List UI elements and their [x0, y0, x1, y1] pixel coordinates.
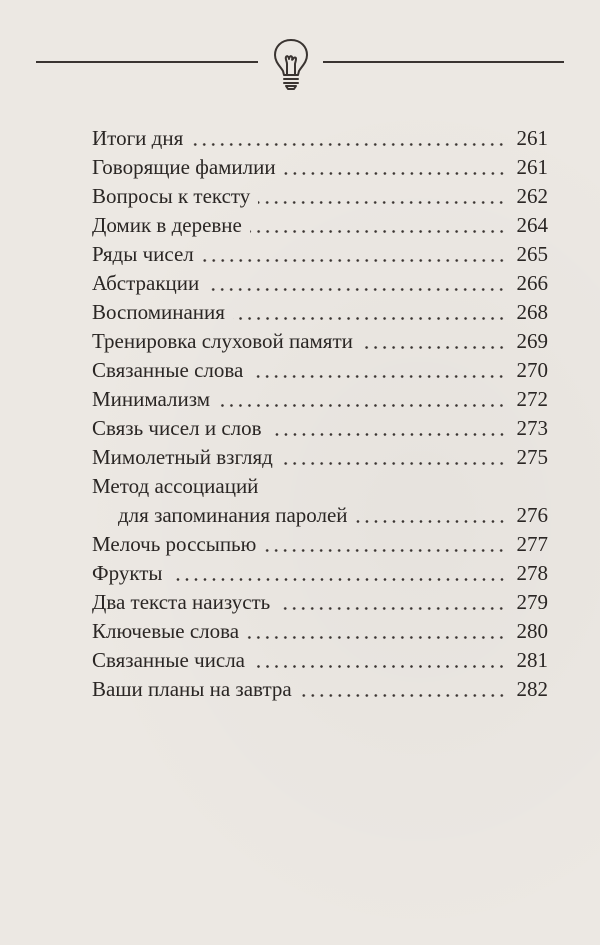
header-rule-right: [323, 61, 564, 63]
toc-entry[interactable]: [92, 153, 548, 182]
toc-page-number: 272: [516, 387, 548, 411]
toc-leader-dots: [281, 462, 506, 465]
toc-page-number: 281: [516, 648, 548, 672]
toc-entry-title: Ваши планы на завтра: [92, 677, 292, 701]
toc-entry[interactable]: [92, 646, 548, 675]
toc-page-number: 266: [516, 271, 548, 295]
toc-entry-continuation[interactable]: [92, 501, 548, 530]
toc-entry[interactable]: [92, 617, 548, 646]
toc-page-number: 265: [516, 242, 548, 266]
toc-leader-dots: [258, 201, 506, 204]
toc-entry[interactable]: [92, 356, 548, 385]
toc-leader-dots: [284, 172, 506, 175]
toc-page-number: 273: [516, 416, 548, 440]
toc-entry[interactable]: [92, 675, 548, 704]
toc-entry[interactable]: [92, 443, 548, 472]
toc-entry-title: Связанные слова: [92, 358, 244, 382]
toc-leader-dots: [207, 288, 506, 291]
toc-leader-dots: [218, 404, 506, 407]
toc-page-number: 262: [516, 184, 548, 208]
toc-page-number: 270: [516, 358, 548, 382]
toc-entry[interactable]: [92, 124, 548, 153]
toc-entry-title: Два текста наизусть: [92, 590, 271, 614]
table-of-contents: [92, 124, 548, 704]
toc-page-number: 268: [516, 300, 548, 324]
toc-entry[interactable]: [92, 472, 548, 501]
toc-entry[interactable]: [92, 211, 548, 240]
toc-leader-dots: [250, 230, 506, 233]
toc-entry-title-continuation: для запоминания паролей: [118, 503, 348, 527]
toc-entry-title: Связанные числа: [92, 648, 245, 672]
toc-entry[interactable]: [92, 414, 548, 443]
toc-leader-dots: [361, 346, 506, 349]
toc-entry-title: Ключевые слова: [92, 619, 240, 643]
toc-entry-title: Фрукты: [92, 561, 163, 585]
toc-entry[interactable]: [92, 385, 548, 414]
toc-page-number: 282: [516, 677, 548, 701]
toc-page-number: 279: [516, 590, 548, 614]
toc-entry-title: Мелочь россыпью: [92, 532, 257, 556]
toc-entry[interactable]: [92, 559, 548, 588]
toc-leader-dots: [251, 375, 506, 378]
toc-entry-title: Связь чисел и слов: [92, 416, 262, 440]
toc-entry-title: Итоги дня: [92, 126, 184, 150]
toc-entry-title: Мимолетный взгляд: [92, 445, 273, 469]
toc-leader-dots: [278, 607, 506, 610]
toc-page-number: 269: [516, 329, 548, 353]
toc-entry-title: Метод ассоциаций: [92, 474, 259, 498]
toc-entry[interactable]: [92, 182, 548, 211]
toc-leader-dots: [264, 549, 506, 552]
toc-leader-dots: [270, 433, 506, 436]
toc-entry[interactable]: [92, 588, 548, 617]
header-rule-left: [36, 61, 258, 63]
toc-entry-title: Домик в деревне: [92, 213, 242, 237]
toc-leader-dots: [356, 520, 506, 523]
toc-page-number: 277: [516, 532, 548, 556]
toc-leader-dots: [253, 665, 506, 668]
toc-entry-title: Вопросы к тексту: [92, 184, 251, 208]
toc-leader-dots: [191, 143, 506, 146]
toc-leader-dots: [300, 694, 506, 697]
toc-page-number: 280: [516, 619, 548, 643]
toc-entry[interactable]: [92, 240, 548, 269]
toc-entry-title: Ряды чисел: [92, 242, 194, 266]
toc-leader-dots: [202, 259, 506, 262]
toc-entry[interactable]: [92, 530, 548, 559]
toc-page-number: 275: [516, 445, 548, 469]
toc-entry-title: Тренировка слуховой памяти: [92, 329, 353, 353]
toc-page-number: 278: [516, 561, 548, 585]
toc-entry-title: Воспоминания: [92, 300, 225, 324]
toc-entry-title: Минимализм: [92, 387, 211, 411]
toc-page-number: 261: [516, 155, 548, 179]
toc-leader-dots: [247, 636, 506, 639]
toc-page-number: 261: [516, 126, 548, 150]
toc-entry[interactable]: [92, 269, 548, 298]
toc-leader-dots: [233, 317, 506, 320]
toc-entry[interactable]: [92, 298, 548, 327]
toc-entry-title: Говорящие фамилии: [92, 155, 276, 179]
lightbulb-icon: [270, 34, 312, 90]
header-ornament: [36, 34, 564, 90]
toc-entry-title: Абстракции: [92, 271, 200, 295]
toc-page-number: 264: [516, 213, 548, 237]
toc-leader-dots: [171, 578, 506, 581]
toc-entry[interactable]: [92, 327, 548, 356]
toc-page-number: 276: [516, 503, 548, 527]
